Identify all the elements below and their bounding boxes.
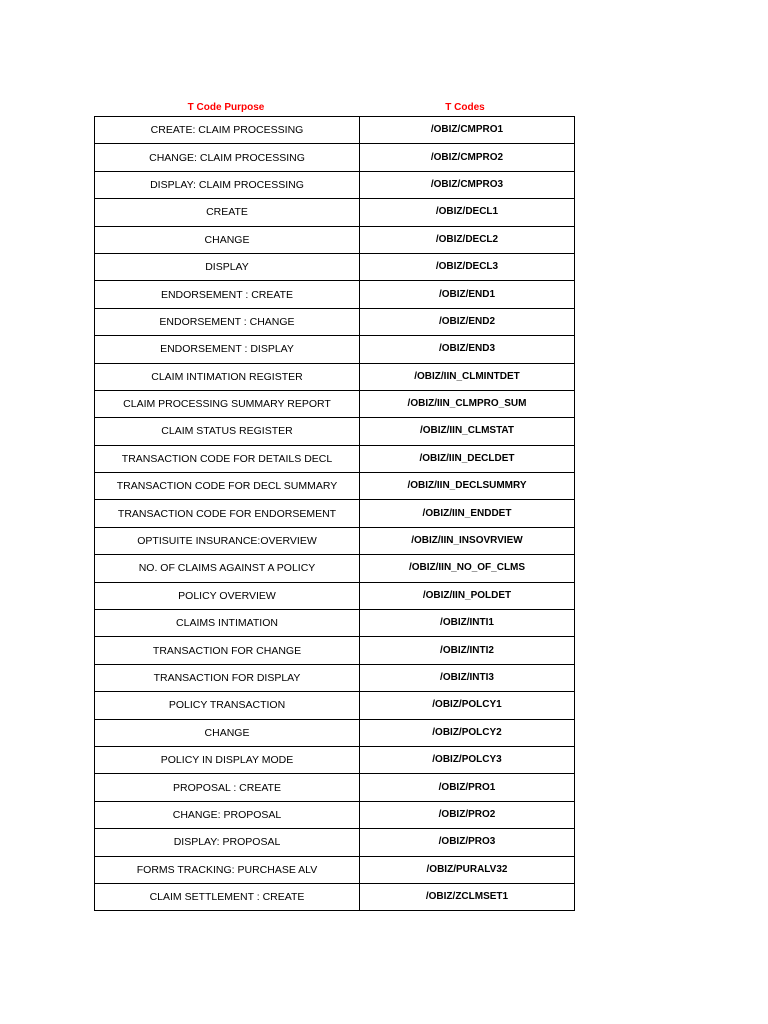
tcode-cell: /OBIZ/END3: [360, 336, 575, 363]
tcode-purpose-cell: DISPLAY: PROPOSAL: [95, 829, 360, 856]
tcode-purpose-cell: TRANSACTION FOR DISPLAY: [95, 664, 360, 691]
tcode-table-body: [95, 117, 575, 911]
tcode-purpose-cell: ENDORSEMENT : DISPLAY: [95, 336, 360, 363]
tcode-purpose-cell: CREATE: [95, 199, 360, 226]
table-row: [95, 226, 575, 253]
table-row: [95, 582, 575, 609]
tcode-purpose-cell: TRANSACTION FOR CHANGE: [95, 637, 360, 664]
tcode-cell: /OBIZ/POLCY3: [360, 746, 575, 773]
tcode-cell: /OBIZ/PRO3: [360, 829, 575, 856]
tcode-purpose-cell: CLAIM STATUS REGISTER: [95, 418, 360, 445]
table-row: [95, 253, 575, 280]
tcode-cell: /OBIZ/IIN_DECLDET: [360, 445, 575, 472]
tcode-purpose-cell: POLICY IN DISPLAY MODE: [95, 746, 360, 773]
tcode-purpose-cell: CLAIM INTIMATION REGISTER: [95, 363, 360, 390]
table-row: [95, 171, 575, 198]
tcode-purpose-cell: CREATE: CLAIM PROCESSING: [95, 117, 360, 144]
tcode-purpose-cell: TRANSACTION CODE FOR DETAILS DECL: [95, 445, 360, 472]
tcode-cell: /OBIZ/DECL2: [360, 226, 575, 253]
table-row: [95, 390, 575, 417]
tcode-cell: /OBIZ/IIN_CLMPRO_SUM: [360, 390, 575, 417]
tcode-cell: /OBIZ/IIN_INSOVRVIEW: [360, 527, 575, 554]
table-row: [95, 555, 575, 582]
tcode-purpose-cell: CHANGE: [95, 226, 360, 253]
table-row: [95, 199, 575, 226]
tcode-cell: /OBIZ/IIN_CLMSTAT: [360, 418, 575, 445]
tcode-purpose-cell: DISPLAY: [95, 253, 360, 280]
tcode-cell: /OBIZ/PRO1: [360, 774, 575, 801]
tcode-purpose-cell: CLAIMS INTIMATION: [95, 610, 360, 637]
table-header-row: [94, 100, 572, 116]
tcode-purpose-cell: POLICY TRANSACTION: [95, 692, 360, 719]
tcode-cell: /OBIZ/INTI3: [360, 664, 575, 691]
table-row: [95, 144, 575, 171]
tcode-purpose-cell: CHANGE: PROPOSAL: [95, 801, 360, 828]
tcode-cell: /OBIZ/PRO2: [360, 801, 575, 828]
tcode-cell: /OBIZ/CMPRO3: [360, 171, 575, 198]
tcode-purpose-cell: ENDORSEMENT : CREATE: [95, 281, 360, 308]
tcode-cell: /OBIZ/ZCLMSET1: [360, 883, 575, 910]
tcode-cell: /OBIZ/PURALV32: [360, 856, 575, 883]
table-row: [95, 774, 575, 801]
tcode-table: [94, 116, 575, 911]
table-row: [95, 664, 575, 691]
table-row: [95, 473, 575, 500]
tcode-cell: /OBIZ/POLCY2: [360, 719, 575, 746]
table-row: [95, 445, 575, 472]
table-row: [95, 500, 575, 527]
tcode-cell: /OBIZ/IIN_DECLSUMMRY: [360, 473, 575, 500]
tcode-cell: /OBIZ/END2: [360, 308, 575, 335]
tcode-cell: /OBIZ/IIN_ENDDET: [360, 500, 575, 527]
tcode-cell: /OBIZ/END1: [360, 281, 575, 308]
table-row: [95, 801, 575, 828]
table-row: [95, 856, 575, 883]
tcode-cell: /OBIZ/INTI2: [360, 637, 575, 664]
header-tcode-purpose: T Code Purpose: [187, 102, 265, 113]
table-row: [95, 527, 575, 554]
tcode-cell: /OBIZ/POLCY1: [360, 692, 575, 719]
tcode-cell: /OBIZ/INTI1: [360, 610, 575, 637]
header-tcodes: T Codes: [445, 102, 485, 113]
table-row: [95, 117, 575, 144]
table-row: [95, 829, 575, 856]
tcode-purpose-cell: POLICY OVERVIEW: [95, 582, 360, 609]
tcode-purpose-cell: OPTISUITE INSURANCE:OVERVIEW: [95, 527, 360, 554]
table-row: [95, 418, 575, 445]
tcode-cell: /OBIZ/CMPRO2: [360, 144, 575, 171]
tcode-cell: /OBIZ/IIN_POLDET: [360, 582, 575, 609]
tcode-cell: /OBIZ/CMPRO1: [360, 117, 575, 144]
tcode-purpose-cell: CHANGE: CLAIM PROCESSING: [95, 144, 360, 171]
table-row: [95, 637, 575, 664]
tcode-purpose-cell: CLAIM SETTLEMENT : CREATE: [95, 883, 360, 910]
tcode-cell: /OBIZ/DECL3: [360, 253, 575, 280]
table-row: [95, 719, 575, 746]
table-row: [95, 883, 575, 910]
tcode-purpose-cell: TRANSACTION CODE FOR DECL SUMMARY: [95, 473, 360, 500]
table-row: [95, 281, 575, 308]
table-row: [95, 308, 575, 335]
tcode-purpose-cell: FORMS TRACKING: PURCHASE ALV: [95, 856, 360, 883]
tcode-purpose-cell: DISPLAY: CLAIM PROCESSING: [95, 171, 360, 198]
tcode-cell: /OBIZ/IIN_CLMINTDET: [360, 363, 575, 390]
table-row: [95, 610, 575, 637]
tcode-purpose-cell: CHANGE: [95, 719, 360, 746]
tcode-cell: /OBIZ/IIN_NO_OF_CLMS: [360, 555, 575, 582]
table-row: [95, 336, 575, 363]
tcode-purpose-cell: CLAIM PROCESSING SUMMARY REPORT: [95, 390, 360, 417]
table-row: [95, 363, 575, 390]
table-row: [95, 746, 575, 773]
table-row: [95, 692, 575, 719]
tcode-purpose-cell: ENDORSEMENT : CHANGE: [95, 308, 360, 335]
tcode-purpose-cell: TRANSACTION CODE FOR ENDORSEMENT: [95, 500, 360, 527]
tcode-purpose-cell: NO. OF CLAIMS AGAINST A POLICY: [95, 555, 360, 582]
tcode-purpose-cell: PROPOSAL : CREATE: [95, 774, 360, 801]
tcode-cell: /OBIZ/DECL1: [360, 199, 575, 226]
